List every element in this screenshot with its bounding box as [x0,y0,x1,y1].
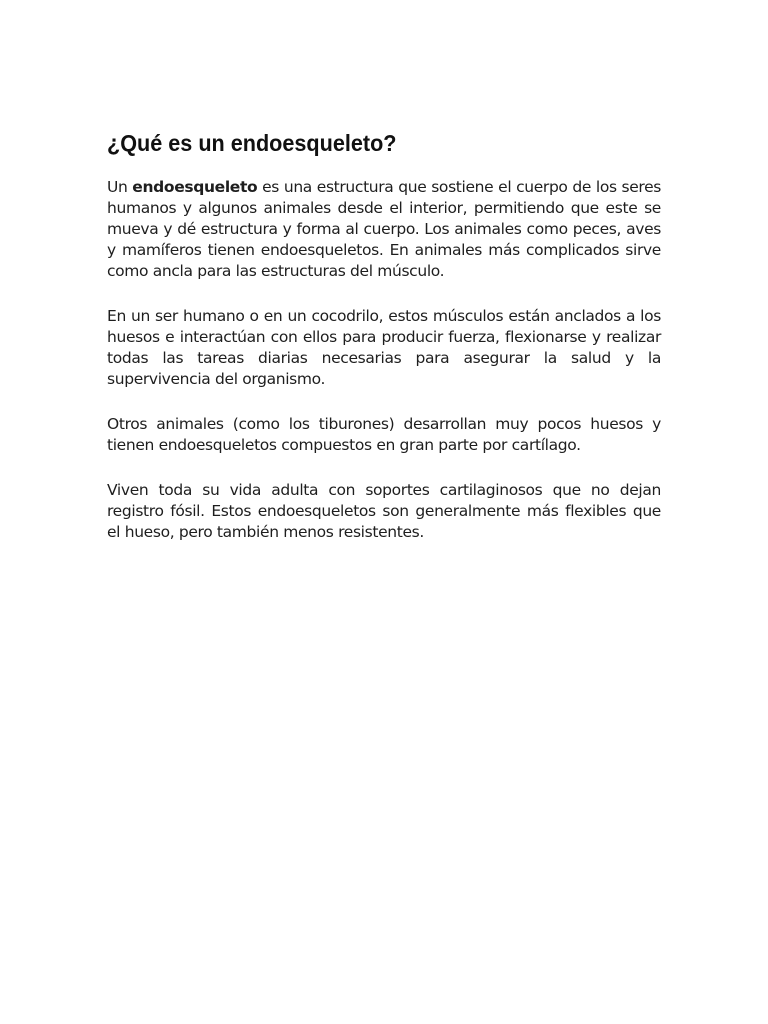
document-title: ¿Qué es un endoesqueleto? [107,130,397,156]
paragraph-muscles: En un ser humano o en un cocodrilo, estos músculos están anclados a los huesos e interactúan con ellos para producir fuerza, flexionarse y realizar todas las tareas diarias necesarias para asegurar la salud y la supervivencia del organismo. [107,307,661,388]
paragraph-cartilage: Otros animales (como los tiburones) desarrollan muy pocos huesos y tienen endoesqueletos compuestos en gran parte por cartílago. [107,415,661,454]
term-endoesqueleto: endoesqueleto [132,178,258,196]
document-page [107,128,661,567]
paragraph-prefix: Un [107,178,133,196]
paragraph-fossil: Viven toda su vida adulta con soportes cartilaginosos que no dejan registro fósil. Estos endoesqueletos son generalmente más flexibles que el hueso, pero también menos resistentes. [107,481,661,541]
paragraph-definition [107,177,661,282]
paragraph-definition-text: es una estructura que sostiene el cuerpo de los seres humanos y algunos animales desde el interior, permitiendo que este se mueva y dé estructura y forma al cuerpo. Los animales como peces, aves y mamíferos tienen endoesqueletos. En animales más complicados sirve como ancla para las estructuras del músculo. [107,178,662,280]
